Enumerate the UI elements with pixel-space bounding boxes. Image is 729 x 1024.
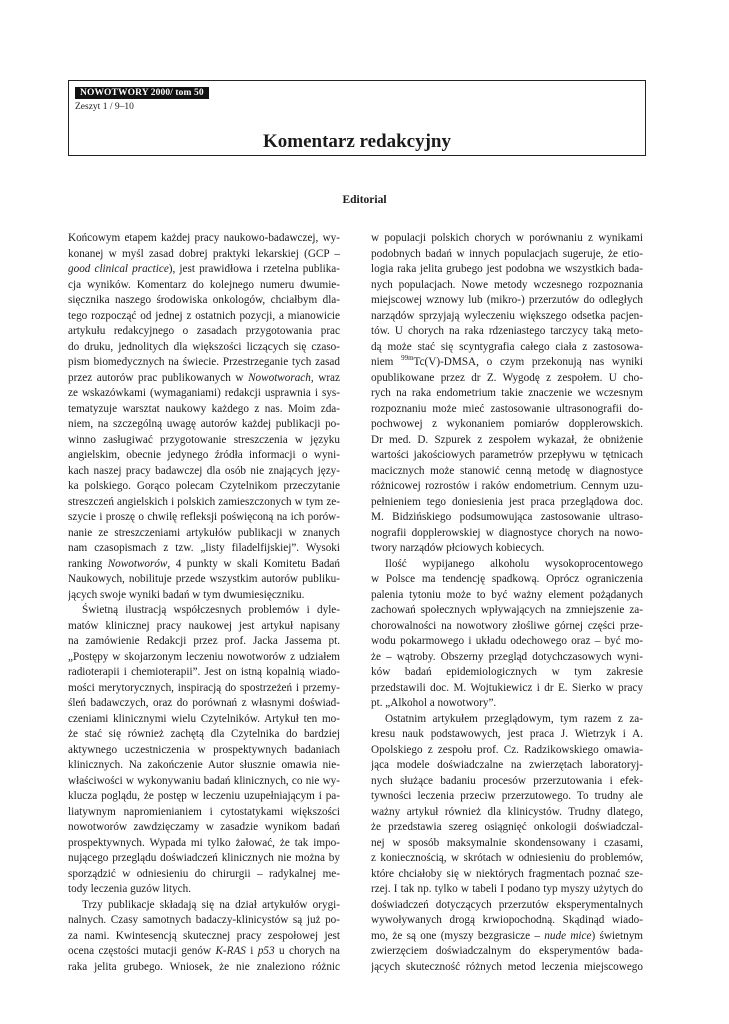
- page-title: Komentarz redakcyjny: [262, 131, 452, 152]
- text-line: ka polskiego. Gorąco polecam Czytelnikom przeczytanie: [68, 480, 340, 492]
- left-text-column: [68, 231, 340, 975]
- text-line: ze wskazówkami (wymaganiami) redakcji usprawnia i sys-: [68, 387, 340, 399]
- text-line: pt. „Alkohol a nowotwory”.: [371, 697, 497, 709]
- text-line: artykułu redakcyjnego o zasadach przygotowania prac: [68, 325, 340, 337]
- text-line: konanej w myśl zasad dobrej praktyki lekarskiej (GCP –: [68, 247, 340, 260]
- text-line: w populacji polskich chorych w porównaniu z wynikami: [371, 232, 643, 244]
- text-line: radioterapii i chemioterapii”. Jest on istną kopalnią wiado-: [68, 666, 340, 678]
- text-line: tody leczenia guzów litych.: [68, 883, 192, 895]
- text-line: niem $^{99m}$Tc(V)-DMSA, o czym przekonują nas wyniki: [371, 355, 643, 368]
- text-line: pism biomedycznych na świecie. Przestrzeganie tych zasad: [68, 356, 340, 368]
- text-line: logia raka jelita grubego jest podobna we wszystkich bada-: [371, 263, 643, 275]
- text-line: za nami. Kwintesencją skutecznej pracy zespołowej jest: [68, 929, 340, 942]
- text-line: wodu pokarmowego i układu odechowego oraz – być mo-: [371, 635, 643, 647]
- text-line: palenia tytoniu może to być ważny element pożądanych: [371, 588, 643, 601]
- text-line: niem, na szczególną uwagę autorów każdej publikacji po-: [68, 418, 340, 430]
- text-line: zwierzęciem doświadczalnym do eksperymentów bada-: [371, 945, 643, 957]
- text-line: do druku, jednolitych dla większości liczących się czaso-: [68, 340, 340, 353]
- text-line: zachowań społecznych wpływających na zmniejszenie za-: [371, 604, 643, 616]
- text-line: Opolskiego z zespołu prof. Cz. Radzikowskiego omawia-: [371, 743, 643, 756]
- text-line: sporządzić w odniesieniu do chirurgii – radykalnej me-: [68, 867, 340, 880]
- text-line: przez autorów prac publikowanych w Nowotworach, wraz: [68, 371, 340, 384]
- text-line: jących skuteczność różnych metod leczenia miejscowego: [371, 960, 643, 973]
- text-line: macicznych może stanowić cenną metodę w diagnostyce: [371, 464, 643, 477]
- text-line: klucza poglądu, że postęp w leczeniu uzupełniającym i pa-: [68, 790, 340, 802]
- text-line: raka jelita grubego. Wniosek, że nie znaleziono różnic: [68, 960, 340, 973]
- issue-number: Zeszyt 1 / 9–10: [75, 102, 134, 112]
- text-line: liatywnym napromienianiem i cytostatykami większości: [68, 805, 340, 818]
- text-line: mości merytorycznych, inspiracją do spostrzeżeń i przemy-: [68, 681, 340, 694]
- text-line: rych na raka endometrium takie znaczenie we wczesnym: [371, 387, 643, 399]
- text-line: good clinical practice), jest prawidłowa i rzetelna publika-: [68, 263, 340, 275]
- text-line: prospektywnych. Wypada mi tylko żałować, że tak impo-: [68, 836, 340, 849]
- text-line: wartości jakościowych parametrów przepływu w tętnicach: [371, 449, 643, 461]
- text-line: Ostatnim artykułem przeglądowym, tym razem z za-: [385, 712, 643, 725]
- text-line: aktywnego uczestniczenia w prospektywnych badaniach: [68, 743, 340, 756]
- text-line: narządów sprzyjają wyleczeniu większego odsetka pacjen-: [371, 309, 643, 322]
- right-text-column: [371, 231, 643, 975]
- text-line: Ilość wypijanego alkoholu wysokoprocentowego: [385, 557, 643, 570]
- text-line: jących swoje wyniki badań w tym dwumiesięczniku.: [68, 588, 305, 601]
- text-line: nam czasopismach z tzw. „listy filadelfijskiej”. Wysoki: [68, 542, 340, 554]
- text-line: nografii dopplerowskiej w diagnostyce chorych na nowo-: [371, 526, 643, 539]
- text-line: cja wyników. Komentarz do kolejnego numeru dwumie-: [68, 278, 340, 291]
- header-box: [68, 80, 646, 156]
- text-line: tywności leczenia przeciw przerzutowego. To trudny ale: [371, 790, 643, 802]
- text-line: matów klinicznej pracy naukowej jest artykuł napisany: [68, 619, 340, 632]
- text-line: ków badań epidemiologicznych w tym zakresie: [371, 666, 643, 678]
- text-line: nanie ze streszczeniami artykułów publikacji w znanych: [68, 526, 340, 539]
- text-line: które chciałoby się w niektórych fragmentach poznać sze-: [371, 867, 643, 880]
- text-line: że przedstawia szereg osiągnięć onkologii doświadczal-: [371, 821, 643, 833]
- text-line: tego rozpocząć od jednej z ostatnich pozycji, a mianowicie: [68, 309, 340, 322]
- text-line: opublikowane przez dr Z. Wygodę z zespołem. U cho-: [371, 371, 643, 384]
- text-line: podobnych badań w innych populacjach sugeruje, że etio-: [371, 247, 643, 260]
- text-line: rozpoznaniu może mieć zastosowanie ultrasonografii do-: [371, 402, 643, 415]
- text-line: doświadczeń dotyczących przerzutów eksperymentalnych: [371, 898, 643, 911]
- text-line: sięcznika naszego środowiska onkologów, chciałbym dla-: [68, 294, 340, 306]
- text-line: nującego przeglądu doświadczeń klinicznych nie można by: [68, 852, 340, 864]
- text-line: w Polsce ma tendencję spadkową. Oprócz ograniczenia: [371, 573, 643, 585]
- text-line: winno zasługiwać przygotowanie streszczenia w języku: [68, 433, 340, 446]
- text-line: ważny artykuł również dla klinicystów. Trudny dlatego,: [371, 805, 643, 818]
- text-line: że stać się również zachętą dla Czytelnika do bardziej: [68, 728, 340, 740]
- text-line: przedstawili doc. M. Wojtukiewicz i dr E. Sierko w pracy: [371, 681, 643, 694]
- text-line: różnicowej rozrostów i raków endometrium. Cennym uzu-: [371, 480, 643, 492]
- text-line: kach naszej pracy badawczej dla osób nie znających języ-: [68, 464, 340, 477]
- text-line: streszczeń angielskich i polskich zamieszczonych w tym ze-: [68, 495, 340, 508]
- text-line: miejscowej wznowy lub (mikro-) przerzutów do odległych: [371, 294, 643, 306]
- text-line: Dr med. D. Szpurek z zespołem wykazał, że obniżenie: [371, 433, 643, 446]
- text-line: Trzy publikacje składają się na dział artykułów orygi-: [82, 898, 340, 911]
- text-line: nalnych. Czasy samotnych badaczy-klinicystów są już po-: [68, 914, 340, 926]
- text-line: tów. U chorych na raka rdzeniastego tarczycy taką meto-: [371, 325, 643, 337]
- section-subtitle: Editorial: [342, 194, 387, 206]
- text-line: nej w sposób maksymalnie skondensowany i czasami,: [371, 836, 643, 849]
- text-line: Naukowych, nobilituje przede wszystkim autorów publiku-: [68, 573, 340, 585]
- text-line: jąca modele doświadczalne na zwierzętach laboratoryj-: [371, 759, 643, 771]
- text-line: M. Bidzińskiego podsumowująca zastosowanie ultraso-: [371, 511, 643, 523]
- text-line: mo, że są one (myszy bezgrasicze – nude mice) świetnym: [371, 929, 643, 942]
- text-line: z koniecznością, w skrótach w odniesieniu do problemów,: [371, 852, 643, 864]
- text-line: dą może stać się scyntygrafia całego ciała z zastosowa-: [371, 340, 643, 353]
- text-line: szycie i proszę o chwilę refleksji poświęconą na ich porów-: [68, 511, 340, 523]
- text-line: nowotworów zawdzięczamy w zasadzie wynikom badań: [68, 821, 340, 833]
- text-line: kresu nauk podstawowych, jest praca J. Wietrzyk i A.: [371, 728, 643, 740]
- text-line: pełnieniem tego doniesienia jest praca przeglądowa doc.: [371, 495, 643, 508]
- text-line: że – wątroby. Obszerny przegląd dotychczasowych wyni-: [371, 650, 643, 663]
- text-line: Końcowym etapem każdej pracy naukowo-badawczej, wy-: [68, 232, 340, 244]
- text-line: śleń badawczych, oraz do porównań z własnymi doświad-: [68, 697, 340, 709]
- text-line: ocena częstości mutacji genów K-RAS i p53 u chorych na: [68, 945, 340, 957]
- text-line: na zamówienie Redakcji przez prof. Jacka Jassema pt.: [68, 635, 340, 647]
- text-line: wywoływanych drogą krwiopochodną. Skądinąd wiado-: [371, 914, 643, 926]
- text-line: tematyzuje warsztat naukowy każdego z nas. Moim zda-: [68, 402, 340, 415]
- text-line: czeniami klinicznymi wielu Czytelników. Artykuł ten mo-: [68, 712, 340, 725]
- text-line: nych populacjach. Nowe metody wczesnego rozpoznania: [371, 278, 643, 291]
- text-line: rzej. I tak np. tylko w tabeli I podano typ myszy użytych do: [371, 883, 643, 895]
- text-line: „Postępy w skojarzonym leczeniu nowotworów z udziałem: [68, 650, 340, 663]
- text-line: klinicznych. Na zakończenie Autor słusznie omawia nie-: [68, 759, 340, 771]
- text-line: Świetną ilustracją współczesnych problemów i dyle-: [82, 604, 340, 616]
- text-line: twory narządów płciowych kobiecych.: [371, 542, 545, 554]
- journal-name-badge: NOWOTWORY 2000/ tom 50: [75, 87, 209, 99]
- text-line: nych służące badaniu procesów przerzutowania i efek-: [371, 774, 643, 787]
- text-line: chorowalności na nowotwory złośliwe górnej części prze-: [371, 619, 643, 632]
- text-line: angielskim, obecnie jedynego źródła informacji o wyni-: [68, 449, 340, 461]
- text-line: ranking Nowotworów, 4 punkty w skali Komitetu Badań: [68, 557, 340, 570]
- text-line: pochwowej z wykonaniem pomiarów dopplerowskich.: [371, 418, 643, 430]
- text-line: właściwości w wykonywaniu badań klinicznych, co nie wy-: [68, 774, 340, 787]
